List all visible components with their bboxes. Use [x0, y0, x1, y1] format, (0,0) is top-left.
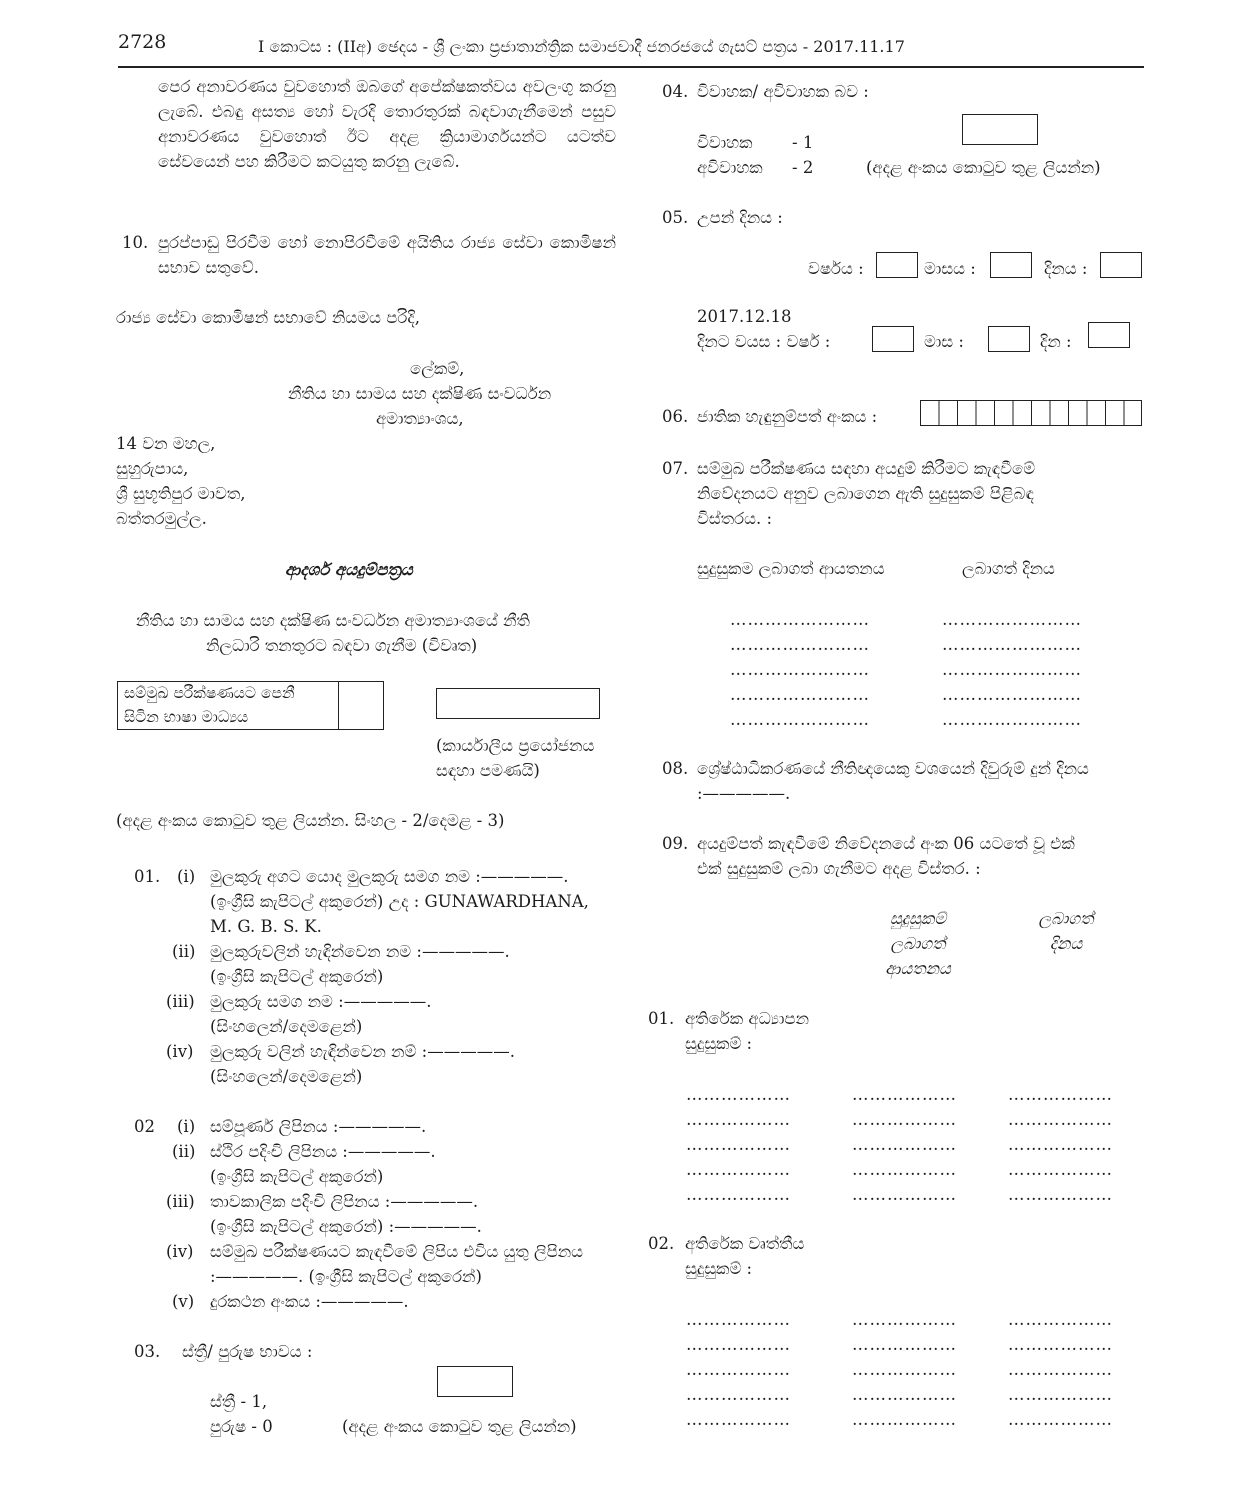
q07-dots: …………………… — [942, 660, 1082, 679]
q01-ii-number: (ii) — [172, 942, 196, 961]
sub01-dots: ……………… — [852, 1110, 957, 1129]
sub01-dots: ……………… — [686, 1160, 791, 1179]
q07-dots: …………………… — [942, 610, 1082, 629]
sub02-dots: ……………… — [1008, 1385, 1113, 1404]
age-months-label: මාස : — [924, 332, 964, 351]
q07-dots: …………………… — [730, 610, 870, 629]
q01-iii-note: (සිංහලෙන්/දෙමළෙන්) — [210, 1017, 363, 1036]
q04-number: 04. — [662, 82, 689, 101]
q03-number: 03. — [134, 1342, 161, 1361]
q02-iv-note: :—————. (ඉංග්‍රීසි කැපිටල් අකුරෙන්) — [210, 1267, 482, 1286]
q01-i-number: (i) — [177, 867, 196, 886]
address-line-3: ශ්‍රී සුභූතිපුර මාවත, — [116, 484, 246, 503]
q07-line-1: සම්මුඛ පරීක්ෂණය සඳහා අයදුම් කිරීමට කැඳවීමේ — [697, 459, 1036, 478]
sub02-dots: ……………… — [852, 1410, 957, 1429]
language-box-label-2: සිටින භාෂා මාධ්‍යය — [124, 708, 249, 726]
q09-col-qual-2: ලබාගත් — [890, 934, 946, 953]
q06-number: 06. — [662, 407, 689, 426]
signature-title: ලේකම්, — [410, 359, 465, 378]
married-label: විවාහක — [697, 133, 753, 152]
q09-line-1: අයදුම්පත් කැඳවීමේ නිවේදනයේ අංක 06 යටතේ වූ එක් — [697, 834, 1075, 853]
sub01-dots: ……………… — [852, 1160, 957, 1179]
q01-iii-text: මුලකුරු සමග නම :—————. — [210, 992, 432, 1011]
q02-i-text: සම්පූර්ණ ලිපිනය :—————. — [210, 1117, 427, 1136]
q07-dots: …………………… — [730, 660, 870, 679]
q02-iv-text: සම්මුඛ පරීක්ෂණයට කැඳවීමේ ලිපිය එවිය යුතු ලිපිනය — [210, 1242, 584, 1261]
sub01-dots: ……………… — [686, 1135, 791, 1154]
sub02-line-2: සුදුසුකම් : — [685, 1259, 753, 1278]
q02-ii-note: (ඉංග්‍රීසි කැපිටල් අකුරෙන්) — [210, 1167, 384, 1186]
age-date: 2017.12.18 — [697, 307, 792, 326]
unmarried-label: අවිවාහක — [697, 158, 763, 177]
nic-boxes[interactable] — [920, 400, 1142, 426]
q02-ii-text: ස්ථිර පදිංචි ලිපිනය :—————. — [210, 1142, 436, 1161]
language-box-label-1: සම්මුඛ පරීක්ෂණයට පෙනී — [124, 684, 295, 702]
sub01-number: 01. — [648, 1009, 675, 1028]
signature-ministry-2: අමාත්‍යාංශය, — [376, 409, 464, 428]
q01-iv-note: (සිංහලෙන්/දෙමළෙන්) — [210, 1067, 363, 1086]
unmarried-code: - 2 — [792, 158, 814, 177]
q06-text: ජාතික හැඳුනුම්පත් අංකය : — [697, 407, 878, 426]
sub02-dots: ……………… — [686, 1410, 791, 1429]
sub01-dots: ……………… — [1008, 1185, 1113, 1204]
sub01-dots: ……………… — [1008, 1160, 1113, 1179]
married-code: - 1 — [792, 133, 814, 152]
q07-dots: …………………… — [730, 685, 870, 704]
sub02-dots: ……………… — [852, 1335, 957, 1354]
q02-v-text: දුරකථන අංකය :—————. — [210, 1292, 409, 1311]
q07-number: 07. — [662, 459, 689, 478]
dob-month-label: මාසය : — [924, 259, 976, 278]
q01-ii-text: මුලකුරුවලින් හැඳින්වෙන නම :—————. — [210, 942, 510, 961]
q01-number: 01. — [134, 867, 161, 886]
signature-ministry: නීතිය හා සාමය සහ දක්ෂිණ සංවර්ධන — [288, 384, 552, 403]
gender-female: ස්ත්‍රී - 1, — [210, 1392, 268, 1411]
dob-year-label: වර්ෂය : — [808, 259, 864, 278]
continued-paragraph: පෙර අනාවරණය වුවහොත් ඔබගේ අපේක්ෂකත්වය අවලංගු කරනු ලැබේ. එබඳු අසත්‍ය හෝ වැරදි තොරතුරක් බඳවාගැනීමෙන් පසුව අනාවරණය වුවහොත් ඊට අදළ ක්‍රියාමාර්ගයන්ට යටත්ව සේවයෙන් පහ කිරීමට කටයුතු කරනු ලැබේ. — [158, 77, 616, 171]
q02-v-number: (v) — [172, 1292, 195, 1311]
gazette-header-title: I කොටස : (IIඅ) ඡෙදය - ශ්‍රී ලංකා ප්‍රජාතාන්ත්‍රික සමාජවාදී ජනරජයේ ගැසට් පත්‍රය - 2017.11.17 — [258, 37, 905, 56]
sub01-dots: ……………… — [1008, 1085, 1113, 1104]
age-years-label: දිනට වයස : වර්ෂ : — [697, 332, 831, 351]
q02-number: 02 — [134, 1117, 155, 1136]
age-days-box[interactable] — [1088, 322, 1130, 348]
sub02-dots: ……………… — [1008, 1360, 1113, 1379]
page-number: 2728 — [118, 31, 167, 53]
language-box-divider — [338, 681, 339, 730]
sub02-dots: ……………… — [1008, 1410, 1113, 1429]
q09-line-2: එක් සුදුසුකම් ලබා ගැනීමට අදළ විස්තර. : — [697, 859, 981, 878]
sub01-line-1: අතිරේක අධ්‍යාපන — [685, 1009, 809, 1028]
q09-col-qual-1: සුදුසුකම් — [889, 909, 947, 928]
dob-day-box[interactable] — [1100, 252, 1142, 278]
address-line-1: 14 වන මහල, — [116, 434, 216, 453]
gender-male: පුරුෂ - 0 — [210, 1417, 273, 1436]
q02-i-number: (i) — [177, 1117, 196, 1136]
sub02-dots: ……………… — [852, 1360, 957, 1379]
q07-line-2: නිවේදනයට අනුව ලබාගෙන ඇති සුදුසුකම් පිළිබඳ — [697, 484, 1034, 503]
item-10-text: පුරප්පාඩු පිරවීම හෝ නොපිරවීමේ අයිතිය රාජ්‍ය සේවා කොමිෂන් සභාව සතුවේ. — [158, 233, 616, 277]
q09-number: 09. — [662, 834, 689, 853]
gender-note: (අදළ අංකය කොටුව තුළ ලියන්න) — [342, 1417, 577, 1436]
age-days-label: දින : — [1040, 332, 1072, 351]
q08-number: 08. — [662, 759, 689, 778]
dob-month-box[interactable] — [990, 252, 1032, 278]
order-line: රාජ්‍ය සේවා කොමිෂන් සභාවේ නියමය පරිදි, — [116, 308, 420, 327]
q09-col-qual-3: ආයතනය — [885, 959, 951, 978]
form-subtitle-2: නිලධාරි තනතුරට බඳවා ගැනීම (විවෘත) — [206, 636, 478, 655]
q07-dots: …………………… — [942, 685, 1082, 704]
sub02-dots: ……………… — [1008, 1310, 1113, 1329]
sub02-dots: ……………… — [686, 1310, 791, 1329]
q02-ii-number: (ii) — [172, 1142, 196, 1161]
sub01-line-2: සුදුසුකම් : — [685, 1034, 753, 1053]
sub02-dots: ……………… — [686, 1335, 791, 1354]
sub02-dots: ……………… — [852, 1385, 957, 1404]
q07-col-date: ලබාගත් දිනය — [962, 559, 1055, 578]
sub01-dots: ……………… — [852, 1185, 957, 1204]
office-use-note-2: සඳහා පමණයි) — [436, 761, 540, 780]
q02-iii-number: (iii) — [166, 1192, 195, 1211]
q01-i-text: මුලකුරු අගට යොද මුලකුරු සමග නම :—————. — [210, 867, 569, 886]
dob-day-label: දිනය : — [1044, 259, 1088, 278]
q01-iii-number: (iii) — [166, 992, 195, 1011]
item-10-number: 10. — [122, 233, 149, 252]
address-line-4: බත්තරමුල්ල. — [116, 509, 207, 528]
form-title: ආදර්ශ අයදුම්පත්‍රය — [285, 560, 413, 579]
q07-col-institution: සුදුසුකම ලබාගත් ආයතනය — [697, 559, 885, 578]
q09-col-date-2: දිනය — [1049, 934, 1083, 953]
sub02-line-1: අතිරේක වෘත්තීය — [685, 1234, 805, 1253]
gender-input-box[interactable] — [437, 1366, 513, 1397]
header-rule — [118, 66, 1144, 68]
sub01-dots: ……………… — [852, 1085, 957, 1104]
q01-iv-number: (iv) — [166, 1042, 194, 1061]
q07-dots: …………………… — [942, 710, 1082, 729]
q01-i-example-2: M. G. B. S. K. — [210, 917, 322, 936]
office-use-note-1: (කාර්යාලීය ප්‍රයෝජනය — [436, 736, 595, 755]
q07-line-3: විස්තරය. : — [697, 509, 773, 528]
q01-ii-note: (ඉංග්‍රීසි කැපිටල් අකුරෙන්) — [210, 967, 384, 986]
sub01-dots: ……………… — [686, 1110, 791, 1129]
sub01-dots: ……………… — [852, 1135, 957, 1154]
q08-line-1: ශ්‍රේෂ්ඨාධිකරණයේ නීතිඥයෙකු වශයෙන් දිවුරුම් දුන් දිනය — [697, 759, 1089, 778]
sub02-number: 02. — [648, 1234, 675, 1253]
sub02-dots: ……………… — [686, 1385, 791, 1404]
sub01-dots: ……………… — [686, 1085, 791, 1104]
q04-text: විවාහක/ අවිවාහක බව : — [697, 82, 869, 101]
q01-i-example: (ඉංග්‍රීසි කැපිටල් අකුරෙන්) උද : GUNAWARDHANA, — [210, 892, 589, 911]
sub02-dots: ……………… — [852, 1310, 957, 1329]
sub01-dots: ……………… — [1008, 1135, 1113, 1154]
form-subtitle-1: නීතිය හා සාමය සහ දක්ෂිණ සංවර්ධන අමාත්‍යාංශයේ නීති — [136, 611, 530, 630]
office-use-box[interactable] — [436, 688, 600, 719]
q01-iv-text: මුලකුරු වලින් හැඳින්වෙන නම් :—————. — [210, 1042, 515, 1061]
sub02-dots: ……………… — [1008, 1335, 1113, 1354]
q02-iv-number: (iv) — [166, 1242, 194, 1261]
q07-dots: …………………… — [730, 710, 870, 729]
age-years-box[interactable] — [872, 326, 914, 352]
age-months-box[interactable] — [988, 326, 1030, 352]
q07-dots: …………………… — [730, 635, 870, 654]
language-note: (අදළ අංකය කොටුව තුළ ලියන්න. සිංහල - 2/දෙමළ - 3) — [116, 811, 505, 830]
dob-year-box[interactable] — [876, 252, 918, 278]
sub01-dots: ……………… — [686, 1185, 791, 1204]
q05-number: 05. — [662, 208, 689, 227]
q09-col-date-1: ලබාගත් — [1038, 909, 1094, 928]
sub02-dots: ……………… — [686, 1360, 791, 1379]
q07-dots: …………………… — [942, 635, 1082, 654]
q08-line-2: :—————. — [697, 784, 791, 803]
sub01-dots: ……………… — [1008, 1110, 1113, 1129]
q02-iii-text: තාවකාලික පදිංචි ලිපිනය :—————. — [210, 1192, 479, 1211]
q05-text: උපන් දිනය : — [697, 208, 783, 227]
q02-iii-note: (ඉංග්‍රීසි කැපිටල් අකුරෙන්) :—————. — [210, 1217, 482, 1236]
marital-status-box[interactable] — [962, 114, 1038, 145]
address-line-2: සුහුරුපාය, — [116, 459, 189, 478]
marital-note: (අදළ අංකය කොටුව තුළ ලියන්න) — [866, 158, 1101, 177]
q03-text: ස්ත්‍රී/ පුරුෂ භාවය : — [182, 1342, 313, 1361]
